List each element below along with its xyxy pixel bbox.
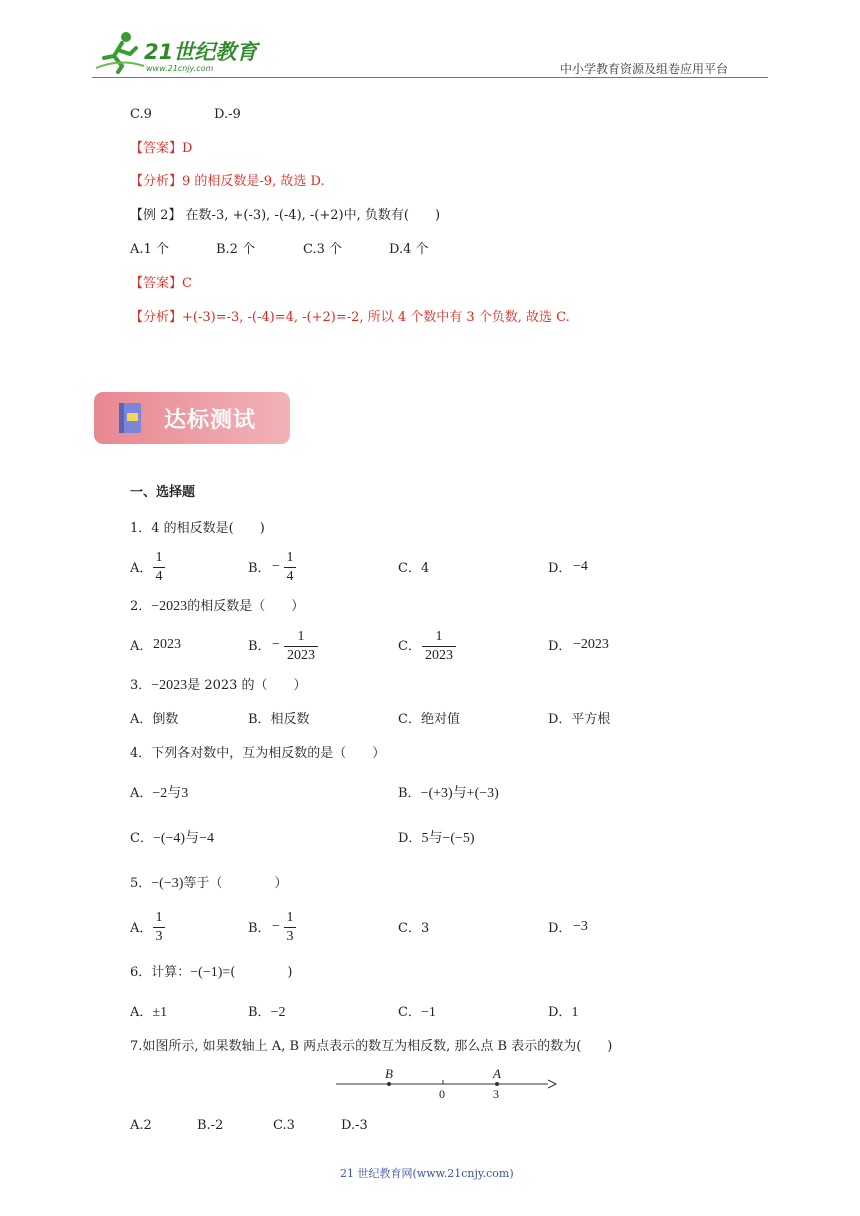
q2-option-a-label: A． [130, 639, 153, 654]
ex2-analysis [130, 309, 570, 327]
q1-option-b-label: B． [248, 561, 271, 576]
q4-option-b: B．−(+3)与+(−3) [398, 786, 499, 801]
q2-stem-math: −2023 [151, 599, 188, 614]
q2-option-d-value: −2023 [573, 637, 609, 652]
point-a-dot [495, 1082, 499, 1086]
q2-option-b-fraction: 1 2023 [284, 629, 318, 664]
q3-stem-math: −2023 [151, 678, 188, 693]
point-b-dot [387, 1082, 391, 1086]
q2-option-c-fraction: 1 2023 [422, 629, 456, 664]
q2-option-b-label: B． [248, 639, 271, 654]
answer-value: C [182, 276, 192, 291]
answer-value: D [182, 141, 193, 156]
q2-option-a-value: 2023 [153, 637, 181, 652]
number-line-diagram [330, 1066, 560, 1106]
q2-option-d-label: D． [548, 639, 572, 654]
q7-option-a: A.2 [130, 1118, 152, 1133]
q6-option-d: D．1 [548, 1005, 579, 1020]
logo-main-text: 21世纪教育 [144, 40, 258, 64]
ex2-question [130, 207, 440, 225]
platform-name: 中小学教育资源及组卷应用平台 [560, 62, 729, 76]
q2-stem-text: 的相反数是（ ） [187, 599, 305, 614]
q7-option-c: C.3 [273, 1118, 295, 1133]
point-b-label: B [385, 1066, 393, 1081]
q5-option-b-fraction: 1 3 [284, 910, 296, 945]
q4-stem: 4．下列各对数中，互为相反数的是（ ） [130, 746, 386, 761]
q2-option-b-sign: − [272, 637, 280, 652]
analysis-tag: 【分析】 [130, 174, 183, 189]
q1-option-c: C．4 [398, 561, 430, 576]
q3-stem-text: 是 2023 的（ ） [187, 678, 307, 693]
ex1-option-c: C.9 [130, 107, 152, 122]
q5-option-b-label: B． [248, 921, 271, 936]
runner-logo-icon [92, 28, 148, 74]
q2-stem: 2．−2023的相反数是（ ） [130, 599, 305, 614]
ex2-answer [130, 275, 192, 293]
q2-option-c-label: C． [398, 639, 421, 654]
ex2-option-a: A.1 个 [130, 242, 169, 257]
example-tag: 【例 2】 [130, 208, 182, 223]
q3-stem: 3．−2023是 2023 的（ ） [130, 678, 307, 693]
q1-option-d-value: −4 [573, 559, 588, 574]
q3-option-a: A．倒数 [130, 712, 179, 727]
q1-stem: 1．4 的相反数是( ) [130, 521, 265, 536]
q1-option-a-fraction: 1 4 [153, 550, 165, 585]
ex2-option-b: B.2 个 [216, 242, 256, 257]
q1-option-b-sign: − [272, 559, 280, 574]
answer-tag: 【答案】 [130, 141, 183, 156]
q7-option-b: B.-2 [197, 1118, 224, 1133]
q3-option-b: B．相反数 [248, 712, 310, 727]
q6-option-b: B．−2 [248, 1005, 286, 1020]
ex1-answer [130, 140, 192, 158]
q5-option-d-value: −3 [573, 919, 588, 934]
q5-option-a-fraction: 1 3 [153, 910, 165, 945]
q5-option-a-label: A． [130, 921, 153, 936]
q5-option-b-sign: − [272, 919, 280, 934]
q6-option-a: A．±1 [130, 1005, 168, 1020]
q7-option-d: D.-3 [341, 1118, 368, 1133]
q5-stem: 5．−(−3)等于（ ） [130, 876, 288, 891]
q4-option-a: A．−2与3 [130, 786, 189, 801]
analysis-text: +(-3)=-3, -(-4)=4, -(+2)=-2, 所以 4 个数中有 3 个负数, 故选 C. [182, 310, 570, 325]
point-a-label: A [493, 1066, 501, 1081]
q3-option-d: D．平方根 [548, 712, 611, 727]
example-question-text: 在数-3, +(-3), -(-4), -(+2)中, 负数有( ) [185, 208, 441, 223]
logo [92, 28, 262, 76]
tick-a-label: 3 [493, 1087, 499, 1101]
q4-option-c: C．−(−4)与−4 [130, 831, 214, 846]
q4-option-d: D．5与−(−5) [398, 831, 475, 846]
logo-url-text: www.21cnjy.com [146, 64, 214, 73]
ex2-option-d: D.4 个 [389, 242, 429, 257]
q3-option-c: C．绝对值 [398, 712, 460, 727]
analysis-text: 9 的相反数是-9, 故选 D. [182, 174, 325, 189]
q1-option-b-fraction: 1 4 [284, 550, 296, 585]
q7-stem: 7.如图所示, 如果数轴上 A, B 两点表示的数互为相反数, 那么点 B 表示的数为( ) [130, 1039, 613, 1054]
ex2-option-c: C.3 个 [303, 242, 343, 257]
q6-stem: 6．计算：−(−1)=( ) [130, 965, 293, 980]
ex1-analysis [130, 173, 325, 191]
part-title: 一、选择题 [130, 485, 196, 500]
q1-option-d-label: D． [548, 561, 572, 576]
q1-option-a-label: A． [130, 561, 153, 576]
analysis-tag: 【分析】 [130, 310, 183, 325]
q6-option-c: C．−1 [398, 1005, 436, 1020]
answer-tag: 【答案】 [130, 276, 183, 291]
ex1-option-d: D.-9 [214, 107, 241, 122]
tick-zero-label: 0 [439, 1087, 445, 1101]
q5-option-d-label: D． [548, 921, 572, 936]
banner-title: 达标测试 [164, 408, 257, 433]
q5-option-c: C．3 [398, 921, 430, 936]
header-divider [92, 77, 768, 78]
footer-text: 21 世纪教育网(www.21cnjy.com) [340, 1167, 514, 1180]
book-icon [116, 401, 146, 435]
number-line-arrow-icon [548, 1080, 556, 1088]
section-banner [94, 392, 290, 444]
